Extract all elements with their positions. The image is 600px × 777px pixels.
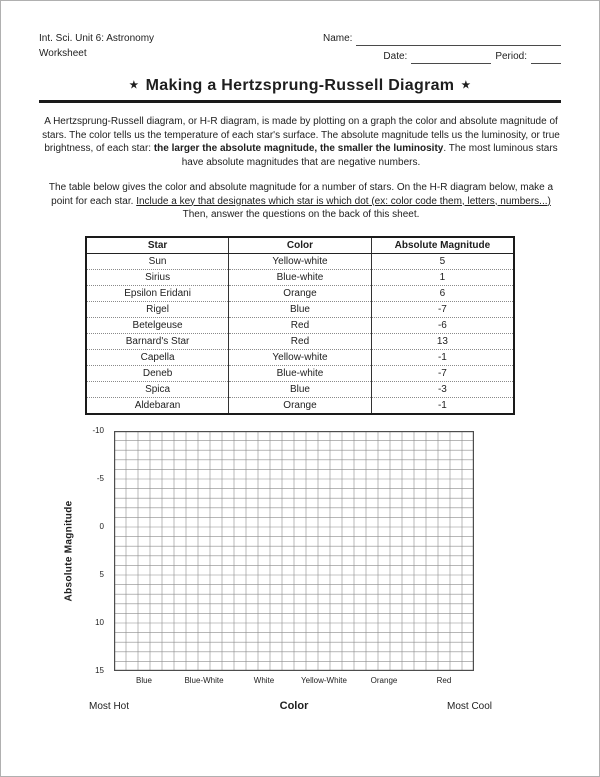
y-tick-label: -5 [96, 473, 104, 483]
table-cell: Betelgeuse [86, 317, 229, 333]
x-category-label: White [253, 675, 275, 685]
table-cell: Red [229, 317, 372, 333]
period-label: Period: [495, 51, 527, 62]
table-row [86, 301, 514, 317]
table-cell: 5 [371, 253, 514, 269]
table-cell: -1 [371, 349, 514, 365]
intro-paragraph [39, 115, 563, 169]
star-table-head [86, 237, 514, 254]
course-line1: Int. Sci. Unit 6: Astronomy [39, 33, 155, 44]
title-divider [39, 100, 561, 103]
y-tick-label: 0 [99, 521, 104, 531]
table-row [86, 333, 514, 349]
table-cell: Sun [148, 255, 167, 267]
page-title [39, 77, 561, 95]
period-blank [531, 52, 561, 64]
column-header: Absolute Magnitude [371, 237, 514, 254]
title-text: Making a Hertzsprung-Russell Diagram [145, 77, 455, 94]
course-line2: Worksheet [39, 48, 87, 59]
table-cell: 13 [371, 333, 514, 349]
y-axis-title: Absolute Magnitude [63, 500, 75, 601]
name-blank [356, 34, 561, 46]
table-row [86, 365, 514, 381]
table-cell: 1 [371, 269, 514, 285]
x-category-label: Yellow-White [301, 675, 347, 685]
p2-text-after: Then, answer the questions on the back of this sheet. [182, 209, 420, 220]
most-hot-label: Most Hot [89, 700, 130, 712]
most-cool-label: Most Cool [447, 700, 493, 712]
star-icon-left: ★ [129, 80, 139, 91]
p1-text-after: . The most luminous stars have absolute magnitudes that are negative numbers. [181, 143, 558, 168]
x-category-label: Blue-White [184, 675, 224, 685]
p1-bold-text: the larger the absolute magnitude, the smaller the luminosity [153, 143, 444, 154]
table-cell: Epsilon Eridani [86, 285, 229, 301]
table-cell: Red [229, 333, 372, 349]
table-cell: Rigel [86, 301, 229, 317]
table-cell: Deneb [86, 365, 229, 381]
table-row [86, 269, 514, 285]
student-fields [323, 31, 561, 67]
table-cell: Blue-white [229, 269, 372, 285]
table-cell: Capella [86, 349, 229, 365]
p2-underlined-text: Include a key that designates which star is which dot (ex: color code them, letters, numbers...) [136, 195, 551, 207]
y-tick-label: 15 [95, 665, 104, 675]
x-category-label: Blue [135, 675, 152, 685]
y-tick-label: -10 [92, 425, 104, 435]
x-axis-labels [114, 676, 474, 685]
table-header-row [86, 237, 514, 254]
table-row [86, 285, 514, 301]
x-axis-title: Color [279, 699, 309, 712]
table-cell: Blue-white [229, 365, 372, 381]
table-cell: Spica [86, 381, 229, 397]
date-label: Date: [383, 51, 408, 62]
star-table-body [86, 253, 514, 414]
x-category-label: Orange [370, 675, 398, 685]
column-header: Star [86, 237, 229, 254]
table-cell: Blue [229, 381, 372, 397]
table-cell: -7 [371, 365, 514, 381]
instructions-paragraph [39, 181, 563, 222]
column-header: Color [229, 237, 372, 254]
table-cell: Yellow-white [229, 349, 372, 365]
table-cell: 6 [371, 285, 514, 301]
table-row [86, 397, 514, 414]
table-cell: Orange [229, 285, 372, 301]
table-row [86, 349, 514, 365]
p2-text-before: The table below gives the color and absolute magnitude for a number of stars. On the H-R diagram below, make a point for each star. [48, 182, 554, 207]
header [39, 31, 561, 67]
table-cell: Yellow-white [229, 253, 372, 269]
course-info [39, 31, 154, 67]
date-period-row [323, 49, 561, 64]
y-axis-ticks [81, 425, 109, 675]
table-row [86, 381, 514, 397]
table-cell: Aldebaran [86, 397, 229, 414]
y-tick-label: 10 [95, 617, 104, 627]
hr-grid [114, 431, 474, 671]
star-icon-right: ★ [461, 80, 471, 91]
y-tick-label: 5 [99, 569, 104, 579]
star-table [85, 236, 515, 415]
table-cell: -1 [371, 397, 514, 414]
table-cell: -7 [371, 301, 514, 317]
table-cell: Barnard's Star [86, 333, 229, 349]
table-cell: Sirius [86, 269, 229, 285]
name-row [323, 31, 561, 46]
x-category-label: Red [436, 675, 452, 685]
table-cell: -6 [371, 317, 514, 333]
table-row [86, 317, 514, 333]
hr-diagram [39, 425, 561, 731]
table-row [86, 253, 514, 269]
date-blank [411, 52, 491, 64]
table-cell: Blue [229, 301, 372, 317]
table-cell: Orange [229, 397, 372, 414]
name-label: Name: [323, 33, 353, 44]
p1-text-before: A Hertzsprung-Russell diagram, or H-R diagram, is made by plotting on a graph the color and absolute magnitude of stars. The color tells us the temperature of each star's surface. The absolute magnitude tells us the luminosity, or true brightness, of each star: [42, 116, 560, 154]
table-cell: -3 [371, 381, 514, 397]
